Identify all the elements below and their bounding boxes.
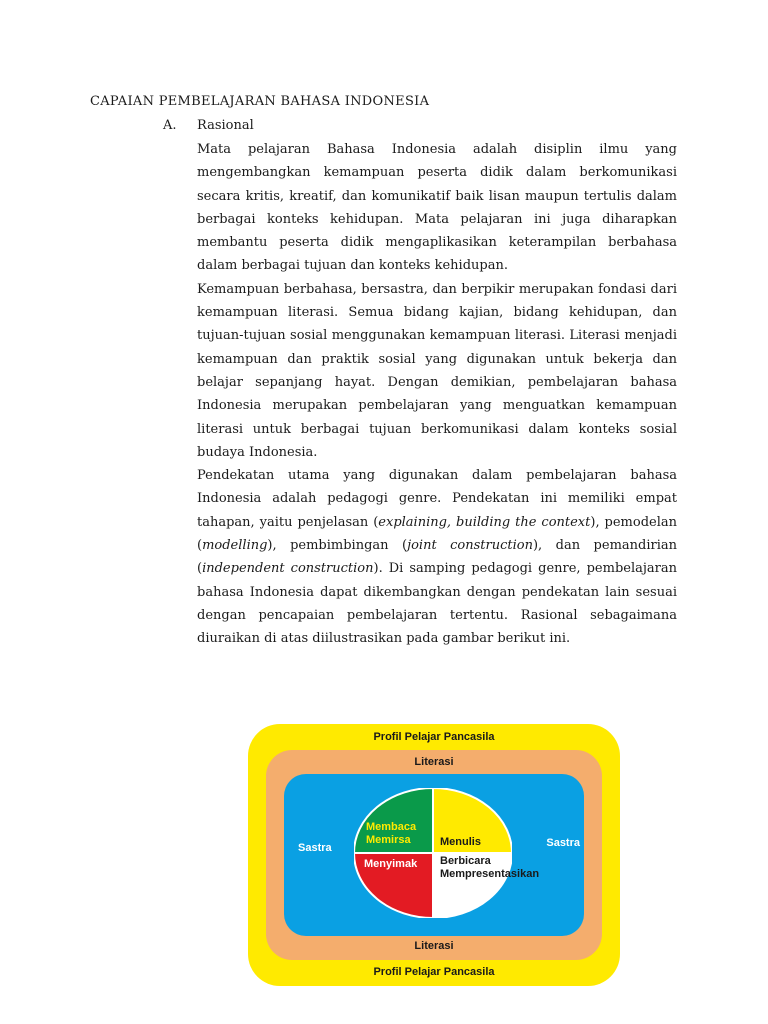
paragraph-3-emphasis-a: explaining, building the context [378,514,591,530]
outer-top-label: Profil Pelajar Pancasila [373,731,495,743]
paragraph-1: Mata pelajaran Bahasa Indonesia adalah disiplin ilmu yang mengembangkan kemampuan peserta didik dalam berkomunikasi secara kritis, kreatif, dan komunikatif baik lisan maupun tertulis dalam berbagai konteks kehidupan. Mata pelajaran ini juga diharapkan membantu peserta didik mengaplikasikan keterampilan berbahasa dalam berbagai tujuan dan konteks kehidupan. [197,142,677,274]
body-text [197,138,677,651]
paragraph-3 [197,464,677,650]
paragraph-3-text-c: ), pembimbingan ( [267,538,408,554]
middle-bottom-label: Literasi [414,940,454,952]
paragraph-3-text-d: ), dan pemandirian ( [197,538,677,577]
literacy-diagram [248,724,620,986]
membaca-label-line-1: Membaca [366,821,417,833]
menyimak-label: Menyimak [364,858,418,870]
paragraph-3-emphasis-d: independent construction [202,561,374,577]
berbicara-label [440,855,539,881]
paragraph-3-text-b: ), pemodelan ( [197,514,678,554]
inner-left-label: Sastra [298,842,332,854]
membaca-label [366,821,416,847]
skills-circle [354,788,512,918]
berbicara-label-line-2: Mempresentasikan [440,868,540,880]
paragraph-3-emphasis-b: modelling [202,538,268,554]
section-title: Rasional [197,118,254,133]
paragraph-3-emphasis-c: joint construction [407,538,533,554]
outer-bottom-label: Profil Pelajar Pancasila [373,966,495,978]
menulis-label: Menulis [440,836,481,848]
middle-top-label: Literasi [414,756,454,768]
document-heading: CAPAIAN PEMBELAJARAN BAHASA INDONESIA [90,94,430,109]
berbicara-label-line-1: Berbicara [440,855,491,867]
inner-right-label: Sastra [546,837,580,849]
paragraph-3-text-e: ). Di samping pedagogi genre, pembelajaran bahasa Indonesia dapat dikembangkan dengan pendekatan lain sesuai dengan pencapaian pembelajaran tertentu. Rasional sebagaimana diuraikan di atas diilustrasikan pada gambar berikut ini. [197,561,677,647]
membaca-label-line-2: Memirsa [366,834,411,846]
paragraph-3-text-a: Pendekatan utama yang digunakan dalam pembelajaran bahasa Indonesia adalah pedagogi genre. Pendekatan ini memiliki empat tahapan, yaitu penjelasan ( [197,468,677,530]
section-letter: A. [163,118,177,133]
paragraph-2: Kemampuan berbahasa, bersastra, dan berpikir merupakan fondasi dari kemampuan literasi. Semua bidang kajian, bidang kehidupan, dan tujuan-tujuan sosial menggunakan kemampuan literasi. Literasi menjadi kemampuan dan praktik sosial yang digunakan untuk bekerja dan belajar sepanjang hayat. Dengan demikian, pembelajaran bahasa Indonesia merupakan pembelajaran yang menguatkan kemampuan literasi untuk berbagai tujuan berkomunikasi dalam konteks sosial budaya Indonesia. [197,281,677,460]
